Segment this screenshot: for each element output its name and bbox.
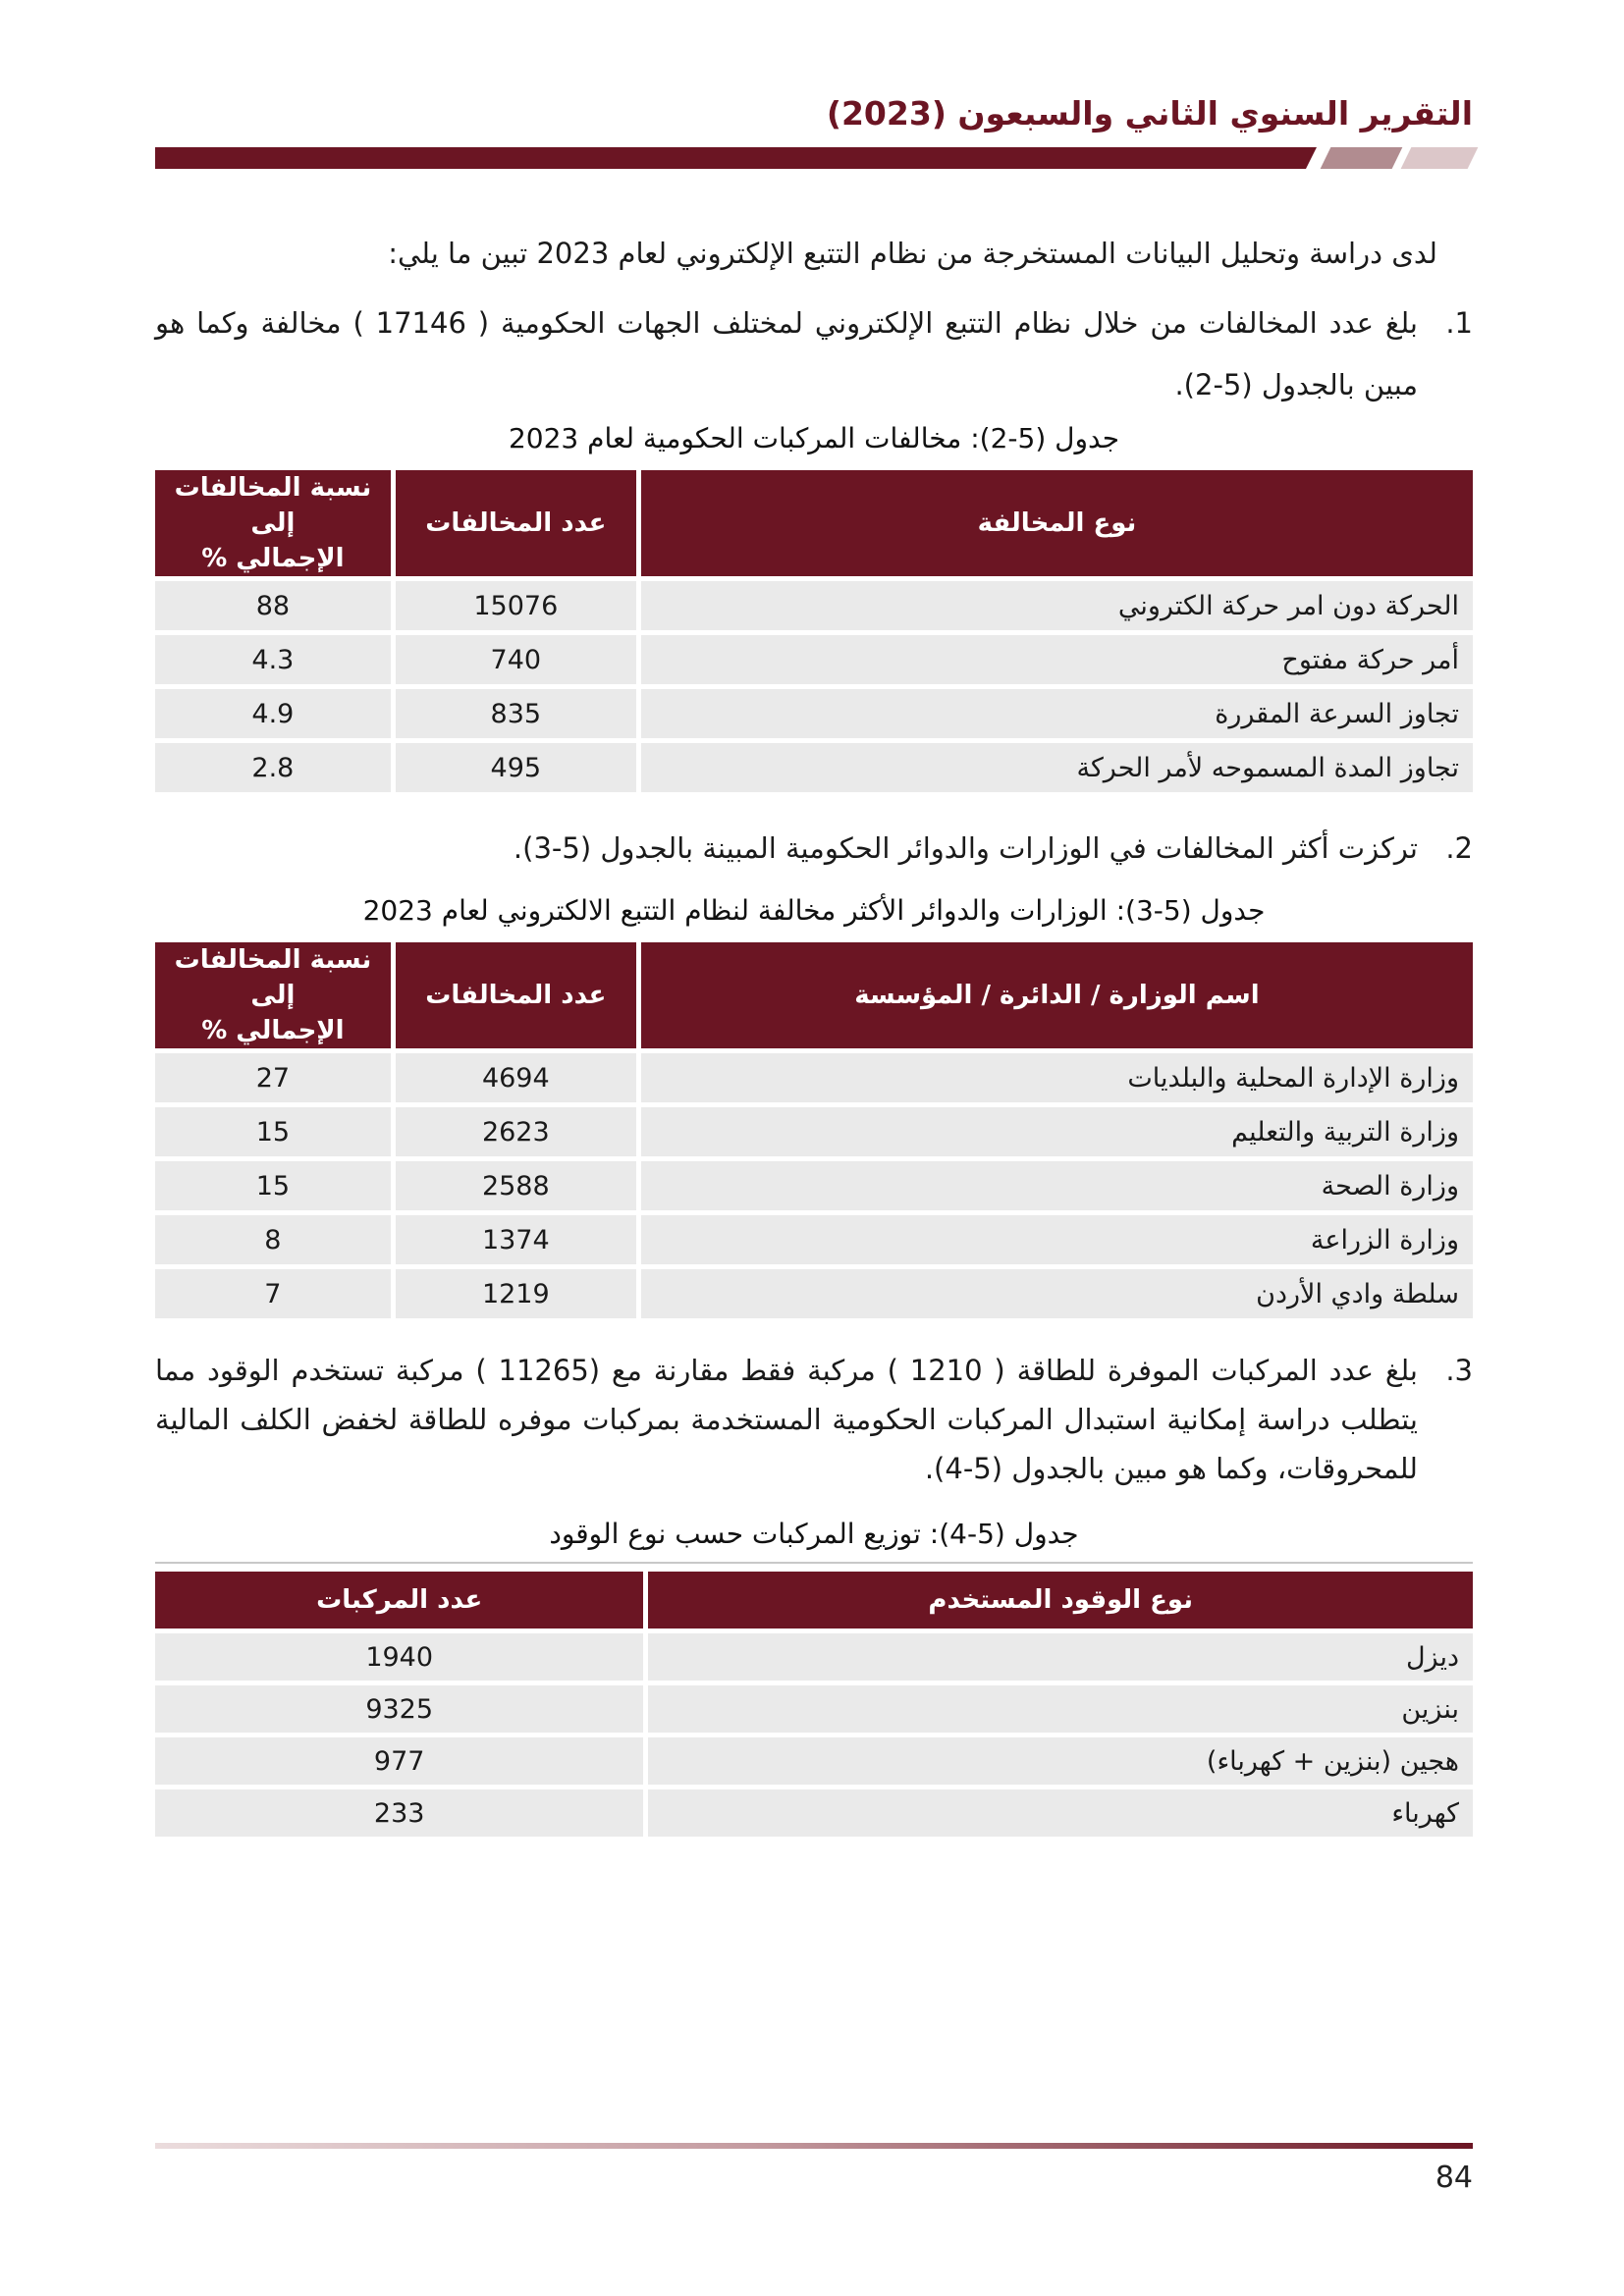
table-row-cell-count: 835	[396, 689, 636, 738]
table-row-cell-count: 9325	[155, 1685, 643, 1733]
table-row-cell-count: 233	[155, 1789, 643, 1837]
table-row-cell-pct: 4.9	[155, 689, 391, 738]
header-bar-mauve-segment	[1321, 147, 1403, 169]
list-item-2-text: تركزت أكثر المخالفات في الوزارات والدوائر الحكومية المبينة بالجدول (5‏-‏3).	[513, 831, 1418, 865]
page-number: 84	[1435, 2161, 1473, 2195]
table-row-cell-count: 1374	[396, 1215, 636, 1264]
header-bar-main-segment	[155, 147, 1317, 169]
fuel-table-header-fuel-type	[648, 1572, 1473, 1629]
table-row-cell-count: 4694	[396, 1053, 636, 1102]
table-row-cell-violation-type: أمر حركة مفتوح	[641, 635, 1473, 684]
header-label: عدد المخالفات	[425, 981, 607, 1010]
table-row-cell-fuel-type: بنزين	[648, 1685, 1473, 1733]
table-row-cell-count: 1219	[396, 1269, 636, 1318]
header-label-line2: الإجمالي %	[201, 544, 345, 573]
violations-table-header-count	[396, 470, 636, 576]
table-row-cell-count: 495	[396, 743, 636, 792]
violations-table-header-type	[641, 470, 1473, 576]
header-divider-bar	[155, 147, 1473, 169]
header-label-line2: الإجمالي %	[201, 1016, 345, 1045]
table-row-cell-count: 2623	[396, 1107, 636, 1156]
footer-divider-rule	[155, 2143, 1473, 2149]
list-item-2	[155, 818, 1473, 880]
table-row-cell-count: 740	[396, 635, 636, 684]
table-row-cell-violation-type: تجاوز المدة المسموحه لأمر الحركة	[641, 743, 1473, 792]
table-row-cell-ministry: سلطة وادي الأردن	[641, 1269, 1473, 1318]
table-row-cell-pct: 8	[155, 1215, 391, 1264]
table3-caption: جدول (5‏-‏4): توزيع المركبات حسب نوع الوقود	[549, 1518, 1079, 1550]
table-row-cell-violation-type: الحركة دون امر حركة الكتروني	[641, 581, 1473, 630]
table-row-cell-count: 1940	[155, 1633, 643, 1681]
table-row-cell-count: 2588	[396, 1161, 636, 1210]
violations-table-header-pct	[155, 470, 391, 576]
header-bar-pink-segment	[1401, 147, 1479, 169]
violations-table	[155, 470, 1473, 792]
table-row-cell-pct: 15	[155, 1107, 391, 1156]
list-item-2-number: 2.	[1445, 831, 1473, 865]
list-item-3	[155, 1346, 1473, 1493]
table-row-cell-fuel-type: هجين (بنزين + كهرباء)	[648, 1737, 1473, 1785]
header-label-line1: نسبة المخالفات إلى	[174, 473, 372, 538]
table-row-cell-pct: 27	[155, 1053, 391, 1102]
list-item-1-number: 1.	[1445, 306, 1473, 340]
ministries-table-header-pct	[155, 942, 391, 1048]
header-label: عدد المخالفات	[425, 508, 607, 538]
ministries-table-header-name	[641, 942, 1473, 1048]
page-title: التقرير السنوي الثاني والسبعون (2023)	[826, 94, 1473, 133]
table2-caption: جدول (5‏-‏3): الوزارات والدوائر الأكثر مخالفة لنظام التتبع الالكتروني لعام 2023	[362, 894, 1266, 927]
table-row-cell-ministry: وزارة الإدارة المحلية والبلديات	[641, 1053, 1473, 1102]
intro-paragraph: لدى دراسة وتحليل البيانات المستخرجة من نظام التتبع الإلكتروني لعام 2023 تبين ما يلي:	[388, 237, 1437, 270]
list-item-3-number: 3.	[1445, 1354, 1473, 1387]
list-item-1-text: بلغ عدد المخالفات من خلال نظام التتبع الإلكتروني لمختلف الجهات الحكومية ( 17146 ) مخالفة وكما هو مبين بالجدول (5‏-‏2).	[155, 306, 1418, 401]
ministries-table	[155, 942, 1473, 1318]
list-item-3-text: بلغ عدد المركبات الموفرة للطاقة ( 1210 ) مركبة فقط مقارنة مع (11265 ) مركبة تستخدم الوقود مما يتطلب دراسة إمكانية استبدال المركبات الحكومية المستخدمة بمركبات موفره للطاقة لخفض الكلف المالية للمحروقات، وكما هو مبين بالجدول (5‏-‏4).	[155, 1354, 1419, 1485]
table-row-cell-count: 15076	[396, 581, 636, 630]
table-row-cell-fuel-type: ديزل	[648, 1633, 1473, 1681]
ministries-table-header-count	[396, 942, 636, 1048]
table-row-cell-fuel-type: كهرباء	[648, 1789, 1473, 1837]
header-label: عدد المركبات	[316, 1585, 483, 1615]
header-label-line1: نسبة المخالفات إلى	[174, 945, 372, 1010]
table-row-cell-count: 977	[155, 1737, 643, 1785]
fuel-table-header-count	[155, 1572, 643, 1629]
table-row-cell-pct: 4.3	[155, 635, 391, 684]
table-row-cell-ministry: وزارة الصحة	[641, 1161, 1473, 1210]
header-label: اسم الوزارة / الدائرة / المؤسسة	[854, 981, 1260, 1010]
table1-caption: جدول (5‏-‏2): مخالفات المركبات الحكومية لعام 2023	[508, 422, 1120, 454]
list-item-1	[155, 293, 1473, 416]
table-row-cell-pct: 15	[155, 1161, 391, 1210]
header-label: نوع المخالفة	[977, 508, 1137, 538]
table-row-cell-violation-type: تجاوز السرعة المقررة	[641, 689, 1473, 738]
table-row-cell-ministry: وزارة الزراعة	[641, 1215, 1473, 1264]
table-row-cell-pct: 7	[155, 1269, 391, 1318]
table-row-cell-ministry: وزارة التربية والتعليم	[641, 1107, 1473, 1156]
fuel-table	[155, 1562, 1473, 1837]
page-footer	[155, 2143, 1473, 2195]
header-label: نوع الوقود المستخدم	[928, 1585, 1193, 1615]
table-row-cell-pct: 88	[155, 581, 391, 630]
table-row-cell-pct: 2.8	[155, 743, 391, 792]
